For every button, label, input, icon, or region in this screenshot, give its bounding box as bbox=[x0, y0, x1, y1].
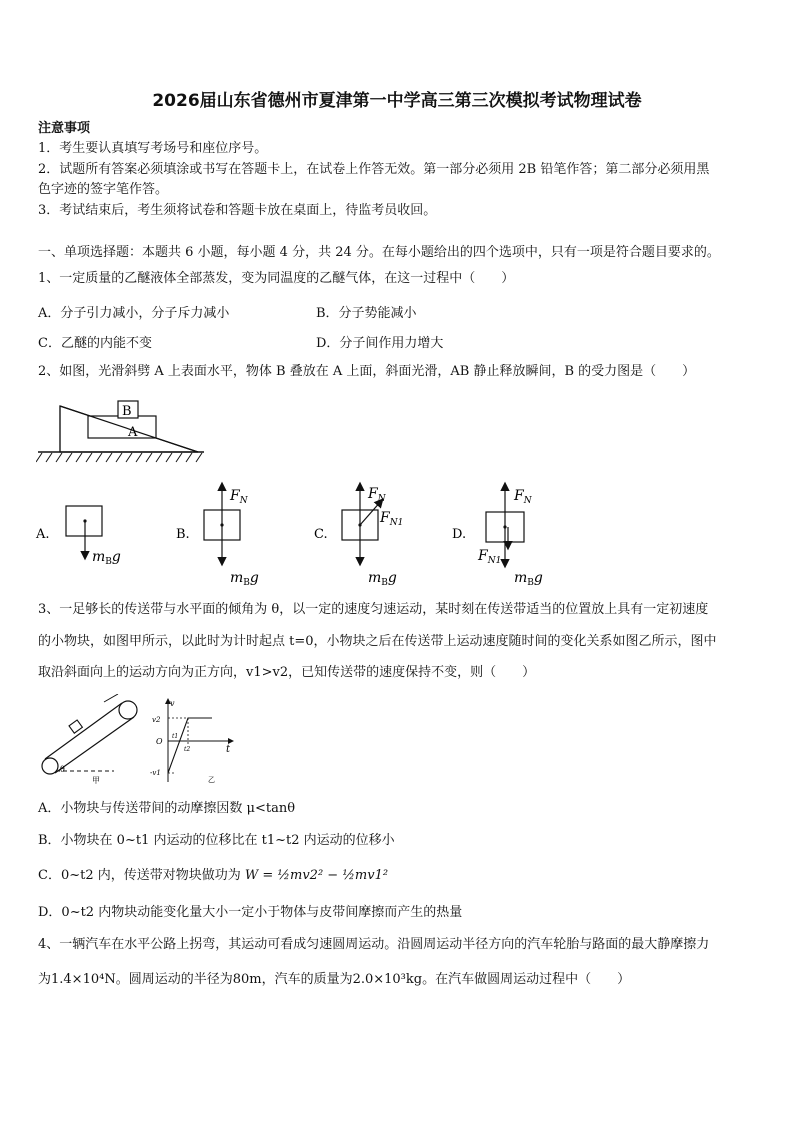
page-title: 2026届山东省德州市夏津第一中学高三第三次模拟考试物理试卷 bbox=[152, 91, 642, 111]
svg-text:t1: t1 bbox=[172, 733, 179, 740]
svg-text:mBg: $m_Bg$ bbox=[368, 570, 397, 588]
fig-jia-label: 甲 bbox=[92, 776, 100, 784]
q3-option-a: A．小物块与传送带间的动摩擦因数 μ<tanθ bbox=[38, 801, 296, 816]
notice-heading: 注意事项 bbox=[38, 121, 91, 136]
option-b-label: B. bbox=[176, 527, 190, 542]
section-heading: 一、单项选择题：本题共 6 小题，每小题 4 分，共 24 分。在每小题给出的四个选项中，只有一项是符合题目要求的。 bbox=[38, 245, 720, 260]
svg-text:t: t bbox=[226, 744, 231, 755]
svg-text:FN1: $F_{N1}$ bbox=[478, 548, 502, 566]
q3-stem-line-1: 3、一足够长的传送带与水平面的倾角为 θ，以一定的速度匀速运动，某时刻在传送带适当的位置放上具有一定初速度 bbox=[38, 602, 709, 617]
wedge-a-label: A bbox=[128, 425, 138, 440]
block-b-label: B bbox=[122, 404, 132, 419]
q2-wedge-figure bbox=[36, 396, 206, 466]
svg-text:-v1: -v1 bbox=[150, 769, 161, 777]
svg-text:O: O bbox=[156, 737, 163, 746]
q3-option-c-prefix: C．0~t2 内，传送带对物块做功为 bbox=[38, 868, 241, 883]
q1-option-d: D．分子间作用力增大 bbox=[316, 336, 444, 351]
q3-stem-line-2: 的小物块，如图甲所示，以此时为计时起点 t=0，小物块之后在传送带上运动速度随时间的变化关系如图乙所示，图中 bbox=[38, 634, 717, 649]
notice-item-3: 3．考试结束后，考生须将试卷和答题卡放在桌面上，待监考员收回。 bbox=[38, 203, 437, 218]
svg-text:FN1: $F_{N1}$ bbox=[380, 510, 404, 528]
q2-option-d-diagram bbox=[452, 478, 562, 588]
svg-text:mBg: $m_Bg$ bbox=[230, 570, 259, 588]
theta-label: θ bbox=[60, 765, 65, 774]
q4-stem-line-1: 4、一辆汽车在水平公路上拐弯，其运动可看成匀速圆周运动。沿圆周运动半径方向的汽车轮胎与路面的最大静摩擦力 bbox=[38, 937, 710, 952]
q2-stem: 2、如图，光滑斜劈 A 上表面水平，物体 B 叠放在 A 上面，斜面光滑，AB 静止释放瞬间，B 的受力图是（ ） bbox=[38, 364, 696, 379]
svg-text:mBg: $m_Bg$ bbox=[92, 549, 121, 567]
q2-option-a-diagram bbox=[34, 478, 144, 588]
q1-option-c: C．乙醚的内能不变 bbox=[38, 336, 152, 351]
notice-item-1: 1．考生要认真填写考场号和座位序号。 bbox=[38, 141, 268, 156]
option-d-label: D. bbox=[452, 527, 467, 542]
q2-option-c-diagram bbox=[312, 478, 422, 588]
svg-text:FN: $F_N$ bbox=[514, 488, 532, 506]
q3-option-c-formula: W = ½mv2² − ½mv1² bbox=[244, 868, 389, 883]
svg-text:v: v bbox=[170, 699, 175, 708]
q3-stem-line-3: 取沿斜面向上的运动方向为正方向，v1>v2，已知传送带的速度保持不变，则（ ） bbox=[38, 665, 536, 680]
q3-option-d: D．0~t2 内物块动能变化量大小一定小于物体与皮带间摩擦而产生的热量 bbox=[38, 905, 463, 920]
q3-option-b: B．小物块在 0~t1 内运动的位移比在 t1~t2 内运动的位移小 bbox=[38, 833, 395, 848]
q1-stem: 1、一定质量的乙醚液体全部蒸发，变为同温度的乙醚气体，在这一过程中（ ） bbox=[38, 271, 515, 286]
option-a-label: A. bbox=[36, 527, 50, 542]
svg-text:FN: $F_N$ bbox=[368, 486, 386, 504]
svg-text:v2: v2 bbox=[152, 716, 161, 724]
svg-text:FN: $F_N$ bbox=[230, 488, 248, 506]
notice-item-2-cont: 色字迹的签字笔作答。 bbox=[38, 182, 169, 197]
svg-text:乙: 乙 bbox=[208, 776, 215, 784]
q1-option-a: A．分子引力减小，分子斥力减小 bbox=[38, 306, 230, 321]
q1-option-b: B．分子势能减小 bbox=[316, 306, 417, 321]
svg-text:mBg: $m_Bg$ bbox=[514, 570, 543, 588]
q3-conveyor-figure bbox=[38, 694, 148, 784]
q4-stem-line-2: 为1.4×10⁴N。圆周运动的半径为80m，汽车的质量为2.0×10³kg。在汽车做圆周运动过程中（ ） bbox=[38, 972, 631, 987]
svg-text:t2: t2 bbox=[184, 746, 191, 753]
notice-item-2: 2．试题所有答案必须填涂或书写在答题卡上，在试卷上作答无效。第一部分必须用 2B 铅笔作答；第二部分必须用黑 bbox=[38, 162, 710, 177]
q3-option-c bbox=[38, 867, 388, 885]
q2-option-b-diagram bbox=[172, 478, 282, 588]
q3-vt-graph bbox=[146, 696, 246, 788]
option-c-label: C. bbox=[314, 527, 328, 542]
